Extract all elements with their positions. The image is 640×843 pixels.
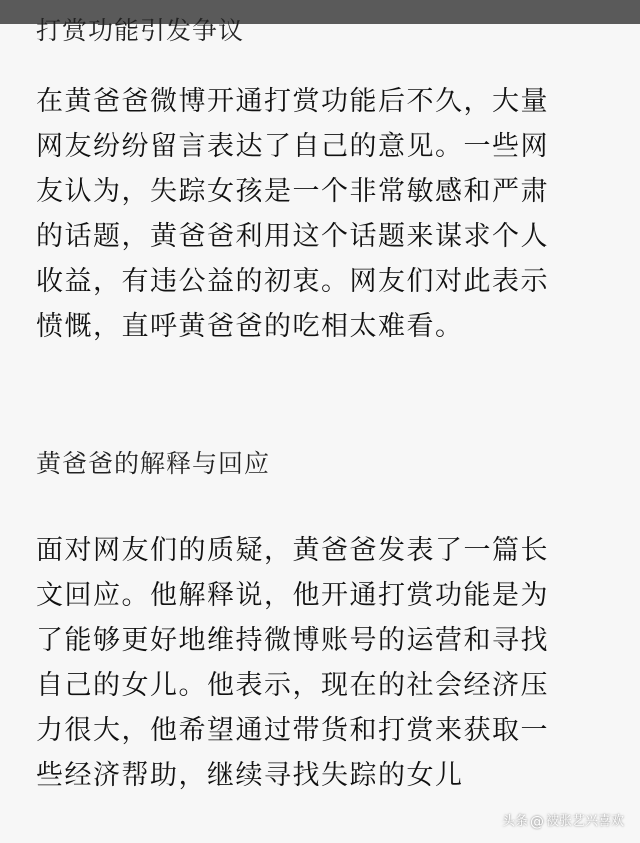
paragraph-explanation	[36, 528, 616, 798]
text-line: 友认为，失踪女孩是一个非常敏感和严肃	[36, 176, 549, 207]
watermark-source: 头条	[501, 814, 528, 829]
paragraph-controversy	[36, 79, 616, 349]
text-line: 些经济帮助，继续寻找失踪的女儿	[36, 760, 464, 791]
text-line: 自己的女儿。他表示，现在的社会经济压	[36, 670, 549, 701]
section-title-reward-controversy: 打赏功能引发争议	[36, 16, 245, 45]
text-line: 在黄爸爸微博开通打赏功能后不久，大量	[36, 86, 549, 117]
section-title-explanation: 黄爸爸的解释与回应	[36, 449, 271, 478]
text-line: 了能够更好地维持微博账号的运营和寻找	[36, 625, 549, 656]
text-line: 网友纷纷留言表达了自己的意见。一些网	[36, 131, 549, 162]
text-line: 文回应。他解释说，他开通打赏功能是为	[36, 580, 549, 611]
text-line: 的话题，黄爸爸利用这个话题来谋求个人	[36, 221, 549, 252]
text-line: 收益，有违公益的初衷。网友们对此表示	[36, 266, 549, 297]
watermark-author: 被张艺兴喜欢	[545, 814, 624, 829]
source-watermark	[502, 813, 624, 831]
text-line: 愤慨，直呼黄爸爸的吃相太难看。	[36, 311, 464, 342]
watermark-at-symbol: @	[529, 814, 544, 830]
text-line: 面对网友们的质疑，黄爸爸发表了一篇长	[36, 535, 549, 566]
text-line: 力很大，他希望通过带货和打赏来获取一	[36, 715, 549, 746]
